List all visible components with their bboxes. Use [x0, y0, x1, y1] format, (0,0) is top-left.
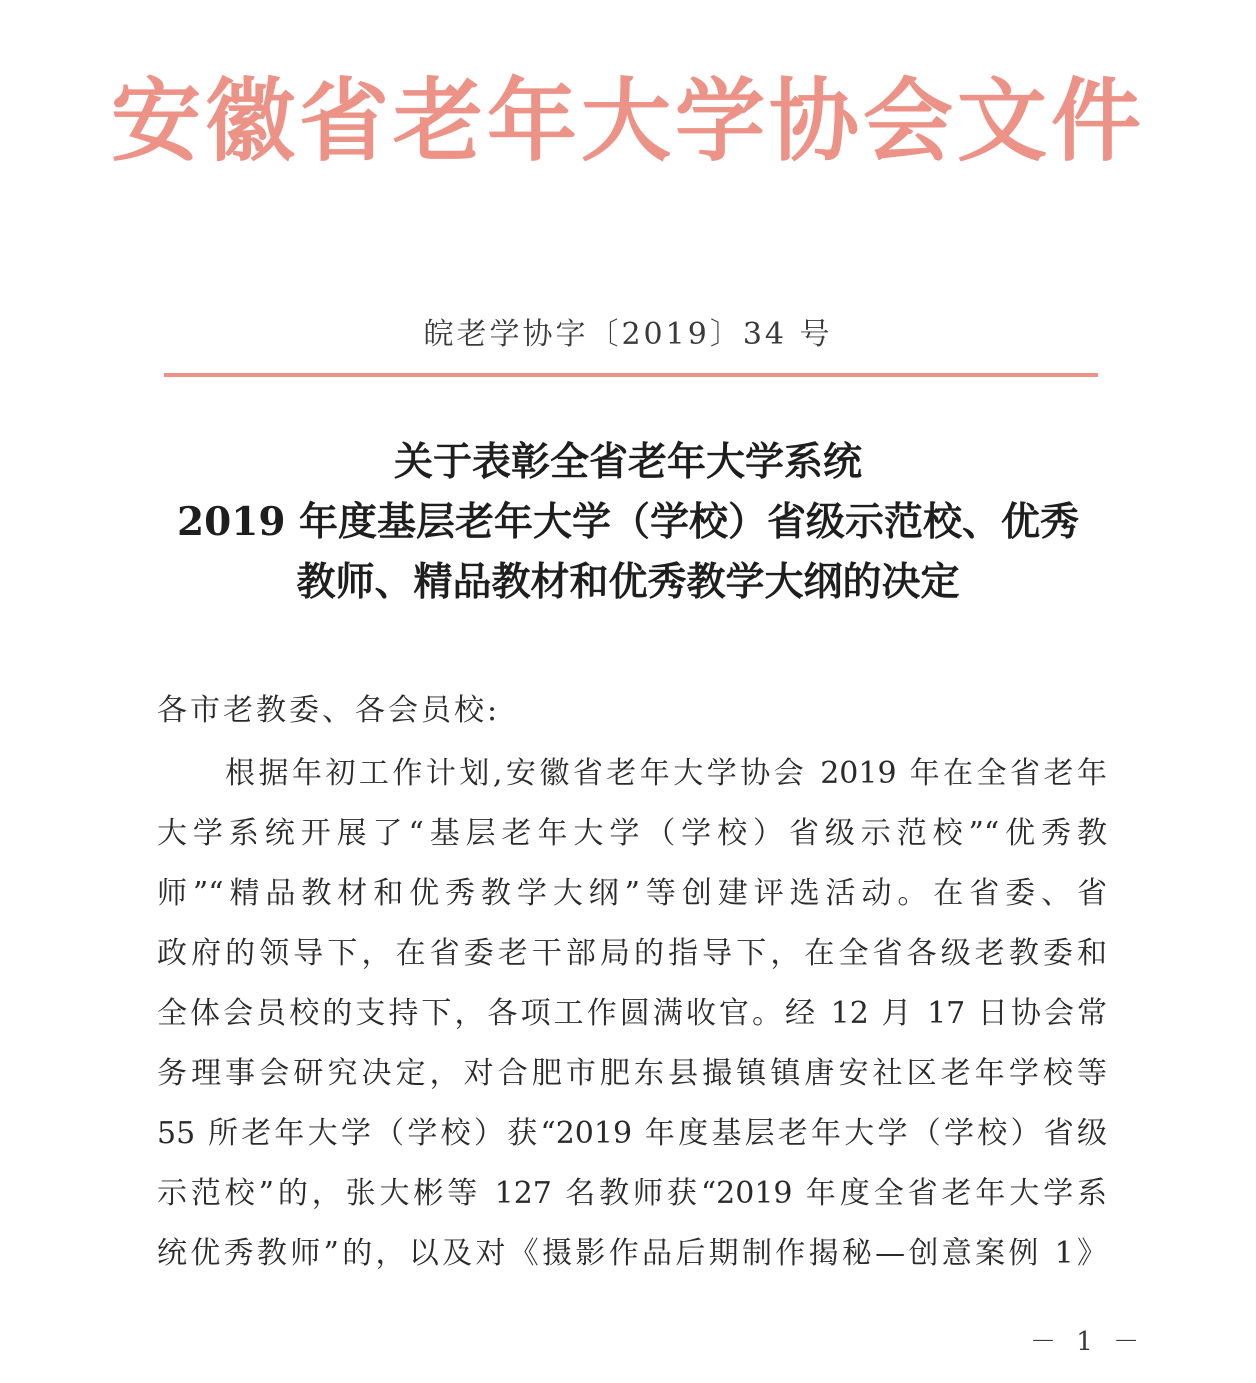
body-line: 大学系统开展了“基层老年大学（学校）省级示范校”“优秀教	[157, 816, 1107, 851]
title-line-2: 2019 年度基层老年大学（学校）省级示范校、优秀	[176, 499, 1080, 545]
body-line: 师”“精品教材和优秀教学大纲”等创建评选活动。在省委、省	[157, 876, 1107, 911]
body-line: 55 所老年大学（学校）获“2019 年度基层老年大学（学校）省级	[157, 1116, 1107, 1151]
document-title	[0, 432, 1256, 612]
issuer-header: 安徽省老年大学协会文件	[111, 69, 1145, 174]
title-line-1: 关于表彰全省老年大学系统	[393, 439, 862, 485]
title-line-3: 教师、精品教材和优秀教学大纲的决定	[296, 559, 960, 605]
salutation: 各市老教委、各会员校:	[157, 693, 501, 728]
body-paragraph	[157, 744, 1107, 1284]
body-line: 务理事会研究决定，对合肥市肥东县撮镇镇唐安社区老年学校等	[157, 1056, 1107, 1091]
page-number: － 1 －	[1030, 1327, 1146, 1357]
body-line: 示范校”的，张大彬等 127 名教师获“2019 年度全省老年大学系	[157, 1176, 1107, 1211]
document-number: 皖老学协字〔2019〕34 号	[423, 317, 833, 352]
body-line: 全体会员校的支持下，各项工作圆满收官。经 12 月 17 日协会常	[157, 996, 1107, 1031]
body-line: 统优秀教师”的，以及对《摄影作品后期制作揭秘—创意案例 1》	[157, 1236, 1107, 1271]
body-line: 政府的领导下，在省委老干部局的指导下，在全省各级老教委和	[157, 936, 1107, 971]
body-line: 根据年初工作计划,安徽省老年大学协会 2019 年在全省老年	[225, 756, 1107, 791]
red-divider-line	[164, 373, 1098, 377]
